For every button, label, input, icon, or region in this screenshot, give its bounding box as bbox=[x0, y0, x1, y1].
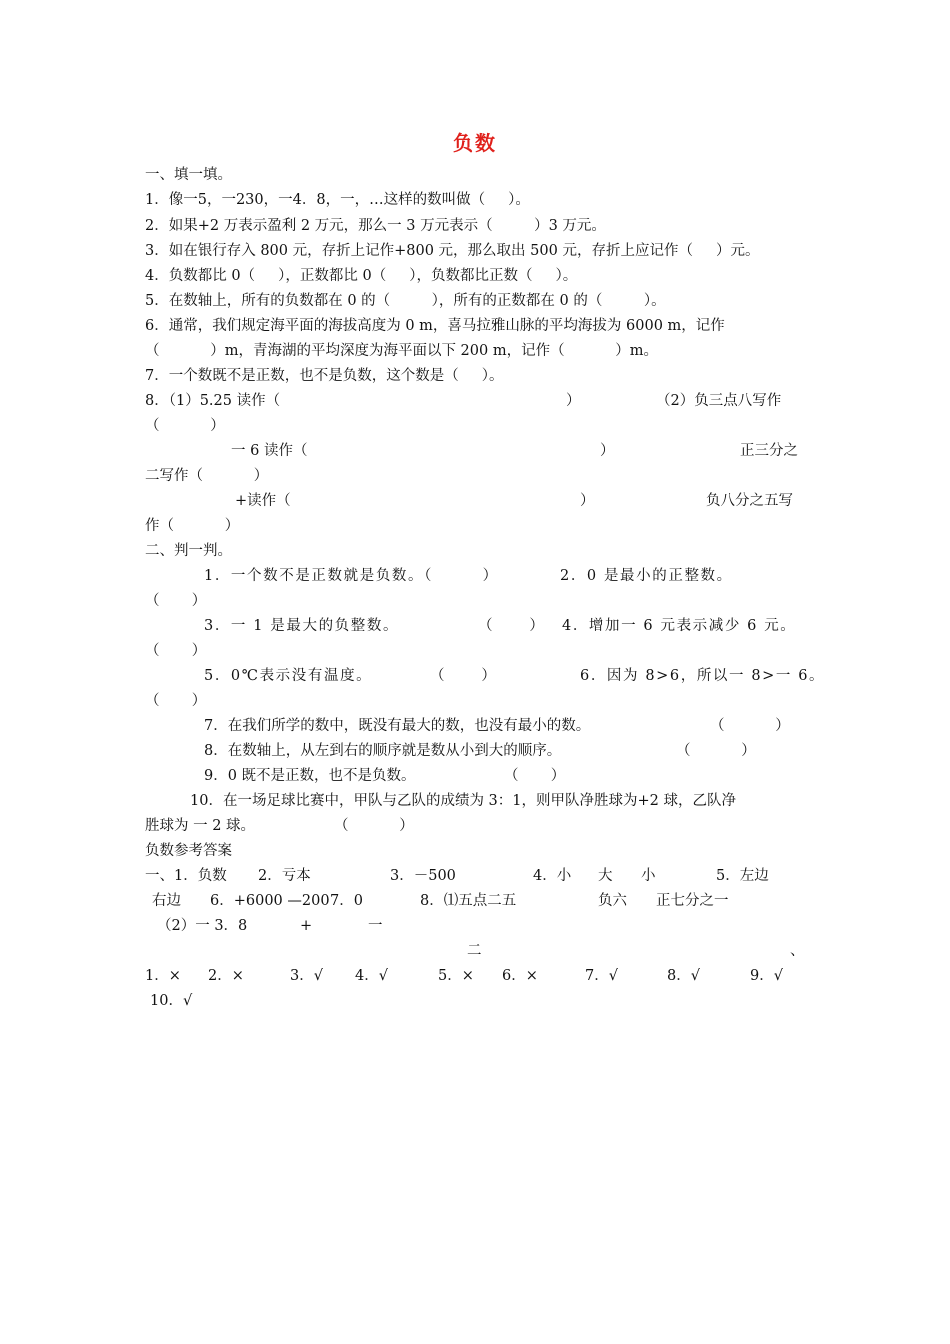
judge-9: 9．0 既不是正数，也不是负数。 bbox=[204, 768, 416, 784]
answer-2-heading-char: 二 bbox=[467, 943, 482, 959]
question-8-part-a-close: ） bbox=[566, 393, 581, 409]
judge-5-blank: （ ） bbox=[430, 668, 496, 684]
judge-answer-10: 10．√ bbox=[150, 993, 193, 1009]
question-2: 2．如果+2 万表示盈利 2 万元，那么一 3 万元表示（ ）3 万元。 bbox=[145, 218, 606, 234]
question-1: 1．像一5，一230，一4．8，一，…这样的数叫做（ ）。 bbox=[145, 192, 530, 208]
answer-1-3: 3．－500 bbox=[390, 868, 456, 884]
answer-1-5: 5．左边 bbox=[716, 868, 769, 884]
judge-answer-7: 7．√ bbox=[585, 968, 618, 984]
judge-answer-3: 3．√ bbox=[290, 968, 323, 984]
question-8-part-b: （2）负三点八写作 bbox=[656, 393, 782, 409]
answer-1-8: 8．⑴五点二五 bbox=[420, 893, 517, 909]
judge-3: 3．一 1 是最大的负整数。 bbox=[204, 618, 400, 634]
question-8-part-a: 8．（1）5.25 读作（ bbox=[145, 393, 281, 409]
question-7: 7．一个数既不是正数，也不是负数，这个数是（ ）。 bbox=[145, 368, 504, 384]
judge-10-blank: （ ） bbox=[334, 818, 414, 834]
answer-1-8c: 正七分之一 bbox=[656, 893, 729, 909]
question-8-part-f-line-2: 作（ ） bbox=[145, 518, 240, 534]
question-8-part-c: 一 6 读作（ bbox=[231, 443, 308, 459]
judge-answer-2: 2．× bbox=[208, 968, 244, 984]
answer-1-8d: （2）一 3．8 bbox=[157, 918, 248, 934]
question-8-part-b-blank: （ ） bbox=[145, 418, 225, 434]
answer-1-5b: 右边 bbox=[152, 893, 181, 909]
judge-3-blank: （ ） bbox=[478, 618, 544, 634]
answer-1-8f: 一 bbox=[368, 918, 383, 934]
question-8-part-c-close: ） bbox=[600, 443, 615, 459]
page-title: 负数 bbox=[453, 131, 497, 155]
question-4: 4．负数都比 0（ ），正数都比 0（ ），负数都比正数（ ）。 bbox=[145, 268, 578, 284]
judge-8-blank: （ ） bbox=[676, 743, 756, 759]
judge-10-line-2: 胜球为 一 2 球。 bbox=[145, 818, 256, 834]
judge-9-blank: （ ） bbox=[504, 768, 566, 784]
section-2-heading: 二、判一判。 bbox=[145, 543, 232, 559]
question-5: 5．在数轴上，所有的负数都在 0 的（ ），所有的正数都在 0 的（ ）。 bbox=[145, 293, 666, 309]
answer-1-2: 2．亏本 bbox=[258, 868, 311, 884]
judge-answer-8: 8．√ bbox=[667, 968, 700, 984]
answer-1-4c: 小 bbox=[641, 868, 656, 884]
question-8-part-d: 正三分之 bbox=[740, 443, 798, 459]
question-3: 3．如在银行存入 800 元，存折上记作+800 元，那么取出 500 元，存折上应记作（ ）元。 bbox=[145, 243, 760, 259]
question-8-part-e-close: ） bbox=[580, 493, 595, 509]
judge-answer-4: 4．√ bbox=[355, 968, 388, 984]
judge-4-blank: （ ） bbox=[145, 643, 207, 659]
answers-heading: 负数参考答案 bbox=[145, 843, 232, 859]
question-8-part-e: +读作（ bbox=[235, 493, 291, 509]
judge-5: 5．0℃表示没有温度。 bbox=[204, 668, 373, 684]
question-8-part-f: 负八分之五写 bbox=[706, 493, 793, 509]
answer-1-4b: 大 bbox=[598, 868, 613, 884]
judge-6: 6．因为 8>6，所以一 8>一 6。 bbox=[580, 668, 826, 684]
judge-answer-6: 6．× bbox=[502, 968, 538, 984]
question-8-part-d-line-2: 二写作（ ） bbox=[145, 468, 269, 484]
answer-1-6: 6．+6000 —200 bbox=[210, 893, 330, 909]
judge-7: 7．在我们所学的数中，既没有最大的数，也没有最小的数。 bbox=[204, 718, 591, 734]
judge-10-line-1: 10．在一场足球比赛中，甲队与乙队的成绩为 3：1，则甲队净胜球为+2 球，乙队净 bbox=[190, 793, 736, 809]
judge-4: 4．增加一 6 元表示减少 6 元。 bbox=[562, 618, 797, 634]
judge-answer-9: 9．√ bbox=[750, 968, 783, 984]
answer-1-8b: 负六 bbox=[598, 893, 627, 909]
question-6-line-2: （ ）m，青海湖的平均深度为海平面以下 200 m，记作（ ）m。 bbox=[145, 343, 659, 359]
judge-2: 2．0 是最小的正整数。 bbox=[560, 568, 733, 584]
judge-2-blank: （ ） bbox=[145, 593, 207, 609]
judge-6-blank: （ ） bbox=[145, 693, 207, 709]
judge-1: 1．一个数不是正数就是负数。（ ） bbox=[204, 568, 499, 584]
question-6-line-1: 6．通常，我们规定海平面的海拔高度为 0 m，喜马拉雅山脉的平均海拔为 6000 m，记作 bbox=[145, 318, 725, 334]
answer-1-4a: 4．小 bbox=[533, 868, 572, 884]
answer-1-7: 7．0 bbox=[330, 893, 363, 909]
judge-7-blank: （ ） bbox=[710, 718, 790, 734]
section-1-heading: 一、填一填。 bbox=[145, 167, 232, 183]
judge-8: 8．在数轴上，从左到右的顺序就是数从小到大的顺序。 bbox=[204, 743, 562, 759]
answer-1-8e: + bbox=[300, 918, 313, 934]
answer-1-1: 一、1．负数 bbox=[145, 868, 227, 884]
judge-answer-5: 5．× bbox=[438, 968, 474, 984]
answer-2-heading-comma: 、 bbox=[790, 943, 805, 959]
judge-answer-1: 1．× bbox=[145, 968, 181, 984]
